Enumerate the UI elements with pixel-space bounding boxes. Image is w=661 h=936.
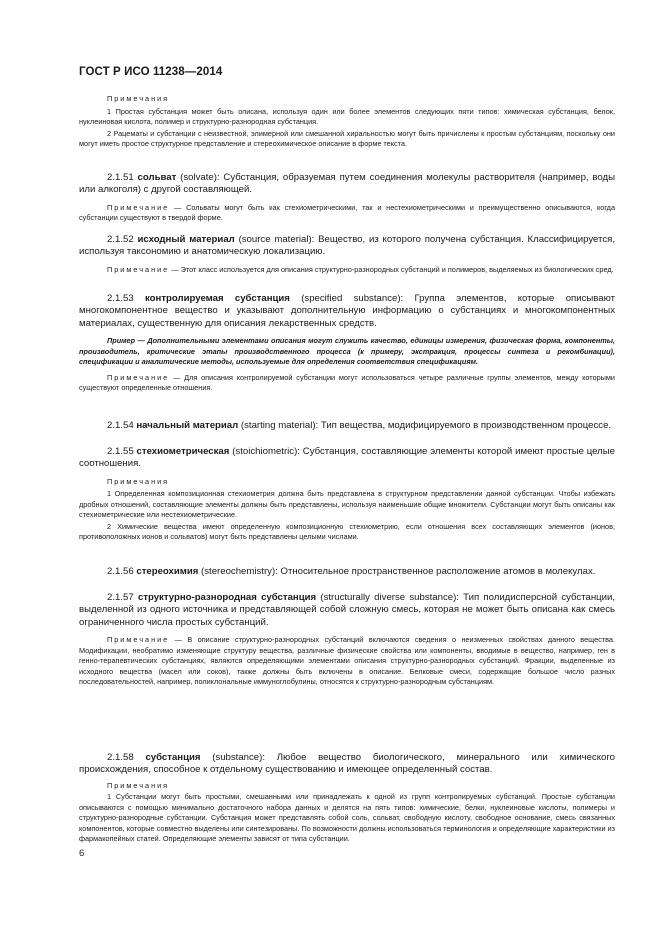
term-text: (substance): Любое вещество биологического, минерального или химического происхождения, способное к отдельному существованию и имеющее определенный состав. (79, 752, 615, 776)
document-header: ГОСТ Р ИСО 11238—2014 (79, 66, 223, 78)
note-text: — Для описания контролируемой субстанции могут использоваться четыре различные группы элементов, между которыми существуют определенные отношения. (79, 372, 616, 393)
term-number: 2.1.57 (107, 592, 134, 603)
term-entry-2-1-57 (79, 592, 615, 688)
term-text: (specified substance): Группа элементов, которые описывают многокомпонентное вещество и указывают дополнительную информацию о субстанциях и многокомпонентных материалах, существенную для описания лекарственных средств. (79, 293, 615, 329)
term-entry-2-1-58 (79, 752, 615, 845)
note-item: 2 Химические вещества имеют определенную композиционную стехиометрию, если отношения всех составляющих элементов (ионов, противоположных ионов и сольватов) могут быть представлены целыми числами. (79, 521, 615, 542)
notes-heading: Примечания (107, 780, 170, 790)
term-name: структурно-разнородная субстанция (137, 592, 317, 603)
term-definition (79, 234, 615, 259)
term-definition (79, 592, 615, 629)
page-number: 6 (79, 848, 85, 859)
note-label: Примечание (107, 372, 170, 382)
note-text: — В описание структурно-разнородных субстанций включаются сведения о неизменных свойствах данного вещества. Модификации, необратимо изменяющие структуру вещества, различные физические свойства или компоненты, вводимые в вещество, например, ген в генно-терапевтических субстанциях, являются определяющими элементами описания структурно-разнородных субстанций. Фракции, выделенные из исходного вещества (масел или соков), также должны быть включены в описание. Белковые смеси, содержащие большое число разных последовательностей, например, поликлональные иммуноглобулины, относятся к структурно-разнородным субстанциям. (79, 635, 615, 687)
term-number: 2.1.53 (107, 293, 134, 304)
note-item: 1 Субстанции могут быть простыми, смешанными или принадлежать к одной из групп контролируемых субстанций. Простые субстанции описываются с помощью минимально достаточного набора данных и делятся на пять типов: химические, белки, нуклеиновые кислоты, полимеры и структурно-разнородные субстанции. Субстанция может представлять собой соль, сольват, свободную кислоту, свободное основание, смесь связанных компонентов, которые совместно выделены или синтезированы. По возможности должны использоваться терминология и определяющие характеристики из фармакопейных статей. Определяющие элементы зависят от типа субстанции. (79, 792, 615, 844)
term-number: 2.1.52 (107, 234, 134, 245)
notes-heading: Примечания (107, 94, 170, 103)
note-label: Примечание (107, 264, 170, 274)
term-name: стехиометрическая (136, 446, 230, 457)
notes-block-1 (79, 94, 615, 150)
term-note (79, 203, 615, 224)
term-number: 2.1.58 (107, 752, 134, 763)
term-entry-2-1-51 (79, 172, 615, 224)
term-note (79, 265, 615, 276)
term-text: (structurally diverse substance): Тип полидисперсной субстанции, выделенной из одного источника и представляющей собой сложную смесь, которая не может быть описана как смесь ограниченного числа простых субстанций. (79, 592, 616, 628)
term-number: 2.1.55 (107, 446, 134, 457)
term-text: (source material): Вещество, из которого получена субстанция. Классифицируется, используя таксономию и анатомическую локализацию. (79, 234, 615, 258)
term-note (79, 373, 615, 394)
term-text: (stoichiometric): Субстанция, составляющие элементы которой имеют простые целые соотношения. (79, 446, 616, 470)
term-entry-2-1-53 (79, 293, 615, 394)
term-entry-2-1-56 (79, 566, 615, 578)
note-item: 1 Определенная композиционная стехиометрия должна быть представлена в структурном представлении данной субстанции. Чтобы избежать дробных отношений, составляющие элементы должны быть представлены, используя наименьшие общие множители. Субстанции могут быть описаны как стехиометрические или нестехиометрические. (79, 489, 615, 520)
term-name: стереохимия (136, 566, 199, 577)
term-number: 2.1.56 (107, 566, 134, 577)
term-definition (79, 566, 615, 578)
term-example: Пример — Дополнительными элементами описания могут служить качество, единицы измерения, физическая форма, компоненты, производитель, критические этапы производственного процесса (к примеру, экстракция, процессы синтеза и рекомбинации), спецификации и аналитические методы, используемые для определения соответствия спецификациям. (79, 336, 615, 367)
term-name: сольват (137, 172, 177, 183)
term-number: 2.1.51 (107, 172, 134, 183)
term-number: 2.1.54 (107, 420, 134, 431)
term-definition (79, 446, 615, 471)
term-definition (79, 293, 615, 330)
term-definition (79, 420, 615, 432)
term-text: (solvate): Субстанция, образуемая путем соединения молекулы растворителя (например, воды или алкоголя) с другой составляющей. (79, 172, 616, 196)
term-entry-2-1-54 (79, 420, 615, 432)
term-entry-2-1-52 (79, 234, 615, 275)
term-text: (stereochemistry): Относительное пространственное расположение атомов в молекулах. (201, 566, 596, 577)
term-name: контролируемая субстанция (145, 293, 290, 304)
term-name: субстанция (145, 752, 201, 763)
note-item: 2 Рацематы и субстанции с неизвестной, элимерной или смешанной хиральностью могут быть причислены к простым субстанциям, поскольку они могут иметь простое структурное представление и стереохимическое описание в форме текста. (79, 128, 615, 148)
term-definition (79, 172, 615, 197)
notes-heading: Примечания (107, 476, 170, 486)
note-text: — Сольваты могут быть как стехиометрическими, так и нестехиометрическими и преимущественно описываются, когда субстанции существуют в твердой форме. (79, 202, 615, 223)
term-definition (79, 752, 615, 777)
note-text: — Этот класс используется для описания структурно-разнородных субстанций и полимеров, выделяемых из биологических сред. (171, 264, 614, 274)
note-label: Примечание (107, 202, 170, 212)
note-label: Примечание (107, 635, 170, 645)
term-note (79, 635, 615, 688)
term-name: начальный материал (136, 420, 239, 431)
term-text: (starting material): Тип вещества, модифицируемого в производственном процессе. (240, 420, 612, 431)
term-name: исходный материал (137, 234, 235, 245)
note-item: 1 Простая субстанция может быть описана, используя один или более элементов следующих пяти типов: химическая субстанция, белок, нуклеиновая кислота, полимер и структурно-разнородная субстанция. (79, 106, 615, 126)
term-entry-2-1-55 (79, 446, 615, 543)
